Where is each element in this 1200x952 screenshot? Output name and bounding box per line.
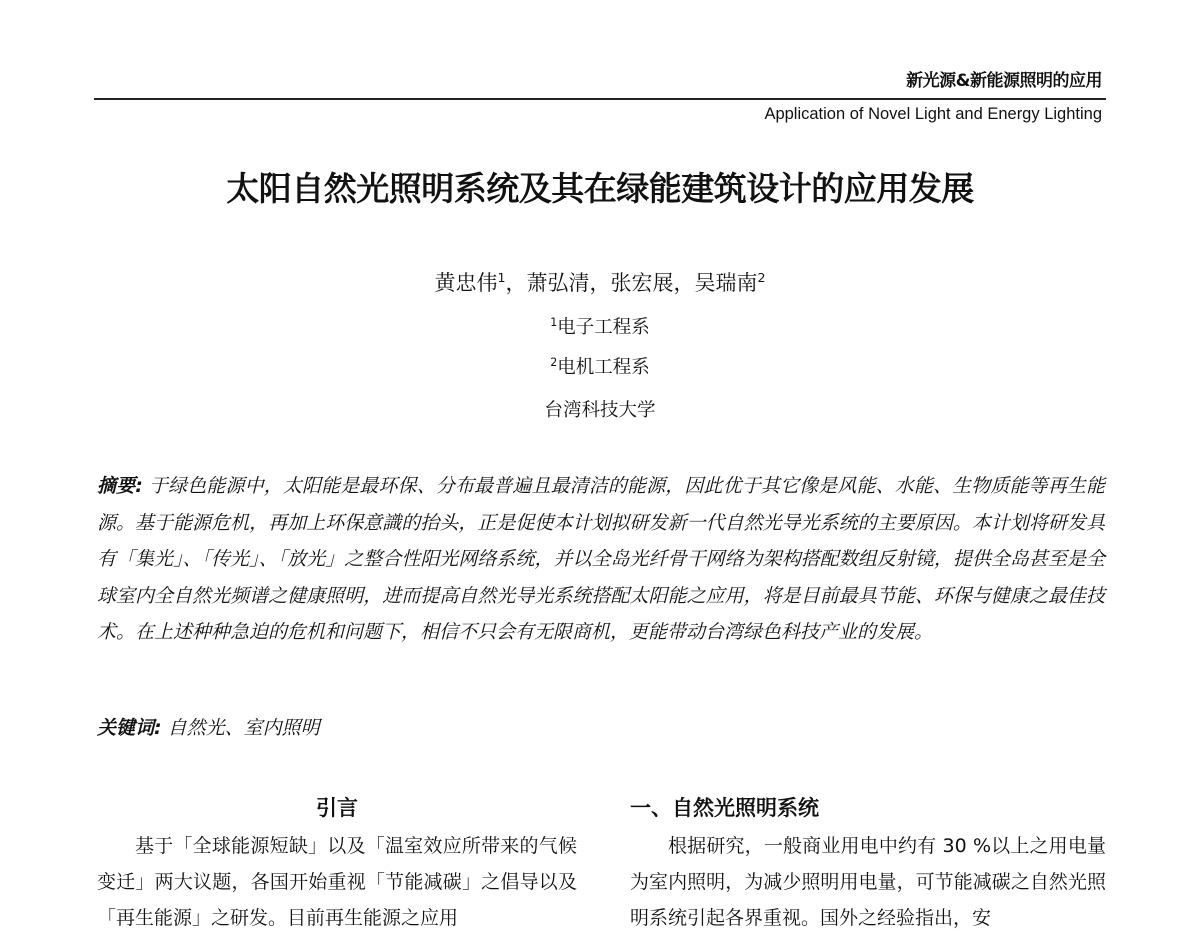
abstract-text: 于绿色能源中，太阳能是最环保、分布最普遍且最清洁的能源，因此优于其它像是风能、水能、生物质能等再生能源。基于能源危机，再加上环保意識的抬头，正是促使本计划拟研发新一代自然光导光系统的主要原因。本计划将研发具有「集光」、「传光」、「放光」之整合性阳光网络系统，并以全岛光纤骨干网络为架构搭配数组反射镜，提供全岛甚至是全球室内全自然光频谱之健康照明，进而提高自然光导光系统搭配太阳能之应用，将是目前最具节能、环保与健康之最佳技术。在上述种种急迫的危机和问题下，相信不只会有无限商机，更能带动台湾绿色科技产业的发展。 xyxy=(97,475,1105,643)
affiliation-mark: 1 xyxy=(550,315,558,329)
author-name: 萧弘清 xyxy=(526,271,590,295)
abstract xyxy=(97,468,1105,651)
left-column xyxy=(97,790,577,936)
affiliation-line xyxy=(0,353,1200,379)
keywords-label: 关键词: xyxy=(97,717,162,739)
author-separator: ， xyxy=(589,271,611,295)
author-name: 张宏展 xyxy=(610,271,674,295)
affiliation-dept: 电子工程系 xyxy=(557,317,650,338)
right-column xyxy=(630,790,1106,936)
affiliation-university: 台湾科技大学 xyxy=(544,400,656,421)
keywords xyxy=(97,713,320,740)
section-heading-1: 一、自然光照明系统 xyxy=(630,796,819,820)
header-rule xyxy=(94,98,1106,100)
affiliation-dept: 电机工程系 xyxy=(557,357,650,378)
author-separator: ， xyxy=(505,271,527,295)
author-separator: ， xyxy=(673,271,695,295)
affiliation-line xyxy=(0,313,1200,339)
author-affiliation-mark: 2 xyxy=(757,270,766,285)
author-name: 吴瑞南 xyxy=(694,271,758,295)
paper-title: 太阳自然光照明系统及其在绿能建筑设计的应用发展 xyxy=(226,169,974,208)
abstract-label: 摘要: xyxy=(97,475,143,497)
keywords-text: 自然光、室内照明 xyxy=(161,717,320,739)
section-heading-intro: 引言 xyxy=(316,796,358,820)
intro-paragraph: 基于「全球能源短缺」以及「温室效应所带来的气候变迁」两大议题，各国开始重视「节能减碳」之倡导以及「再生能源」之研发。目前再生能源之应用 xyxy=(97,835,577,929)
author-name: 黄忠伟 xyxy=(434,271,498,295)
author-affiliation-mark: 1 xyxy=(497,270,506,285)
section-1-paragraph: 根据研究，一般商业用电中约有 30 %以上之用电量为室内照明，为减少照明用电量，可节能减碳之自然光照明系统引起各界重视。国外之经验指出，安 xyxy=(630,835,1106,929)
author-list xyxy=(0,267,1200,297)
running-header-cn: 新光源&新能源照明的应用 xyxy=(906,71,1102,91)
affiliation-mark: 2 xyxy=(550,355,558,369)
running-header-en: Application of Novel Light and Energy Lighting xyxy=(764,105,1102,123)
